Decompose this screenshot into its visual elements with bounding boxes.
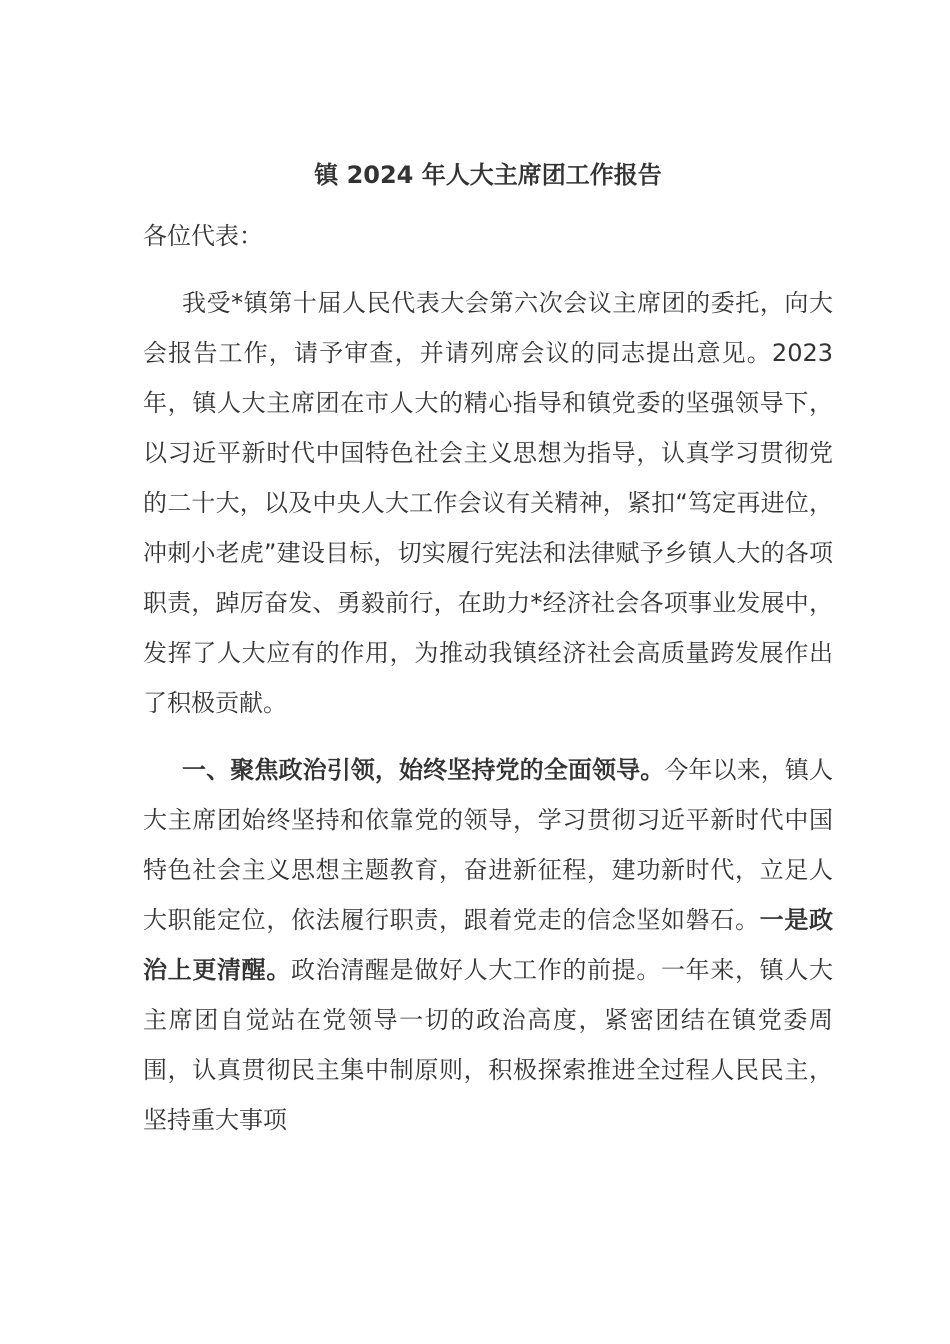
salutation: 各位代表：	[143, 222, 263, 250]
point-one-text: 政治清醒是做好人大工作的前提。一年来，镇人大主席团自觉站在党领导一切的政治高度，紧密团结在镇党委周围，认真贯彻民主集中制原则，积极探索推进全过程人民民主，坚持重大事项	[143, 956, 833, 1134]
document-body	[143, 155, 833, 1145]
document-title: 镇 2024 年人大主席团工作报告	[314, 161, 662, 189]
intro-paragraph: 我受*镇第十届人民代表大会第六次会议主席团的委托，向大会报告工作，请予审查，并请列席会议的同志提出意见。2023 年，镇人大主席团在市人大的精心指导和镇党委的坚强领导下，以习近平新时代中国特色社会主义思想为指导，认真学习贯彻党的二十大，以及中央人大工作会议有关精神，紧扣“笃定再进位，冲刺小老虎”建设目标，切实履行宪法和法律赋予乡镇人大的各项职责，踔厉奋发、勇毅前行，在助力*经济社会各项事业发展中，发挥了人大应有的作用，为推动我镇经济社会高质量跨发展作出了积极贡献。	[143, 289, 833, 717]
point-one-heading: 一是政治上更清醒。	[143, 906, 834, 984]
section-one-paragraph	[143, 745, 833, 1145]
section-one-text: 今年以来，镇人大主席团始终坚持和依靠党的领导，学习贯彻习近平新时代中国特色社会主义思想主题教育，奋进新征程，建功新时代，立足人大职能定位，依法履行职责，跟着党走的信念坚如磐石。	[143, 756, 834, 934]
section-one-heading: 一、聚焦政治引领，始终坚持党的全面领导。	[182, 756, 665, 784]
